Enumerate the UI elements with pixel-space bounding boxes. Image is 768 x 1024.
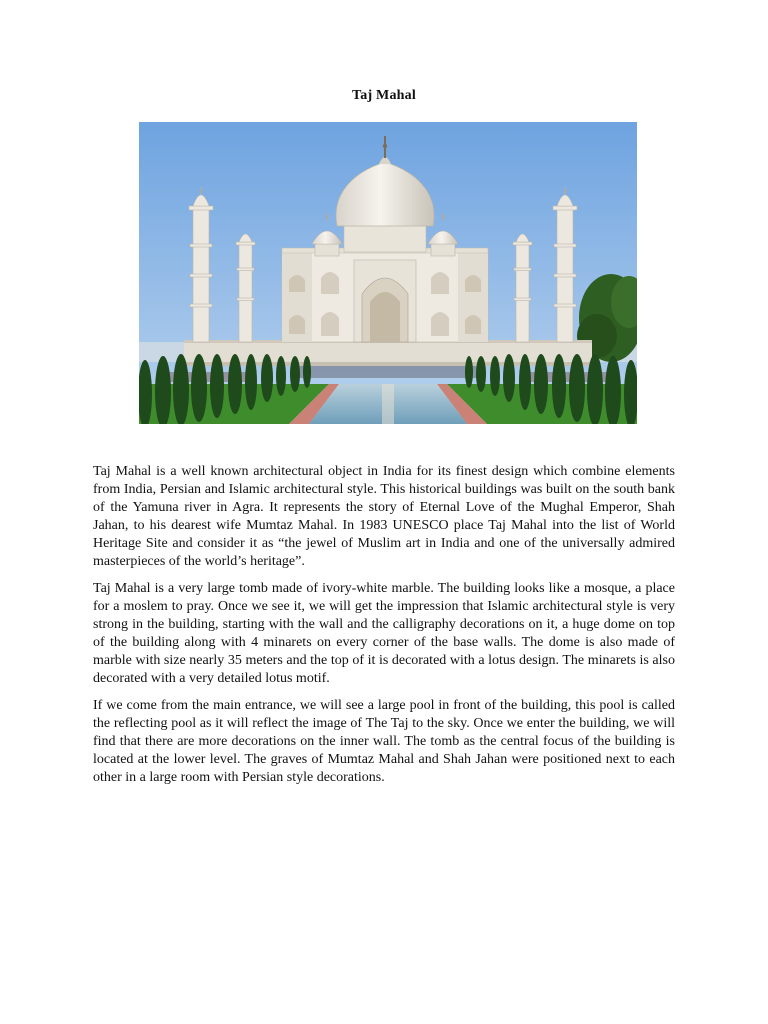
paragraph-1: Taj Mahal is a well known architectural object in India for its finest design which combine elements from India, Persian and Islamic architectural style. This historical buildings was built on the south bank of the Yamuna river in Agra. It represents the story of Eternal Love of the Mughal Emperor, Shah Jahan, to his dearest wife Mumtaz Mahal. In 1983 UNESCO place Taj Mahal into the list of World Heritage Site and consider it as “the jewel of Muslim art in India and one of the universally admired masterpieces of the world’s heritage”. [93, 464, 675, 569]
photo-mausoleum [282, 248, 488, 342]
paragraph-2: Taj Mahal is a very large tomb made of ivory-white marble. The building looks like a mosque, a place for a moslem to pray. Once we see it, we will get the impression that Islamic architectural style is very strong in the building, starting with the wall and the calligraphy decorations on it, a huge dome on top of the building along with 4 minarets on every corner of the base walls. The dome is also made of marble with size nearly 35 meters and the top of it is decorated with a lotus design. The minarets is also decorated with a very detailed lotus motif. [93, 581, 675, 686]
photo-crowd [299, 366, 479, 378]
document-title: Taj Mahal [352, 88, 416, 103]
paragraph-3: If we come from the main entrance, we will see a large pool in front of the building, this pool is called the reflecting pool as it will reflect the image of The Taj to the sky. Once we enter the building, we will find that there are more decorations on the inner wall. The tomb as the central focus of the building is located at the lower level. The graves of Mumtaz Mahal and Shah Jahan were positioned next to each other in a large room with Persian style decorations. [93, 698, 675, 785]
taj-mahal-photo [139, 122, 637, 424]
document-body [93, 463, 675, 796]
